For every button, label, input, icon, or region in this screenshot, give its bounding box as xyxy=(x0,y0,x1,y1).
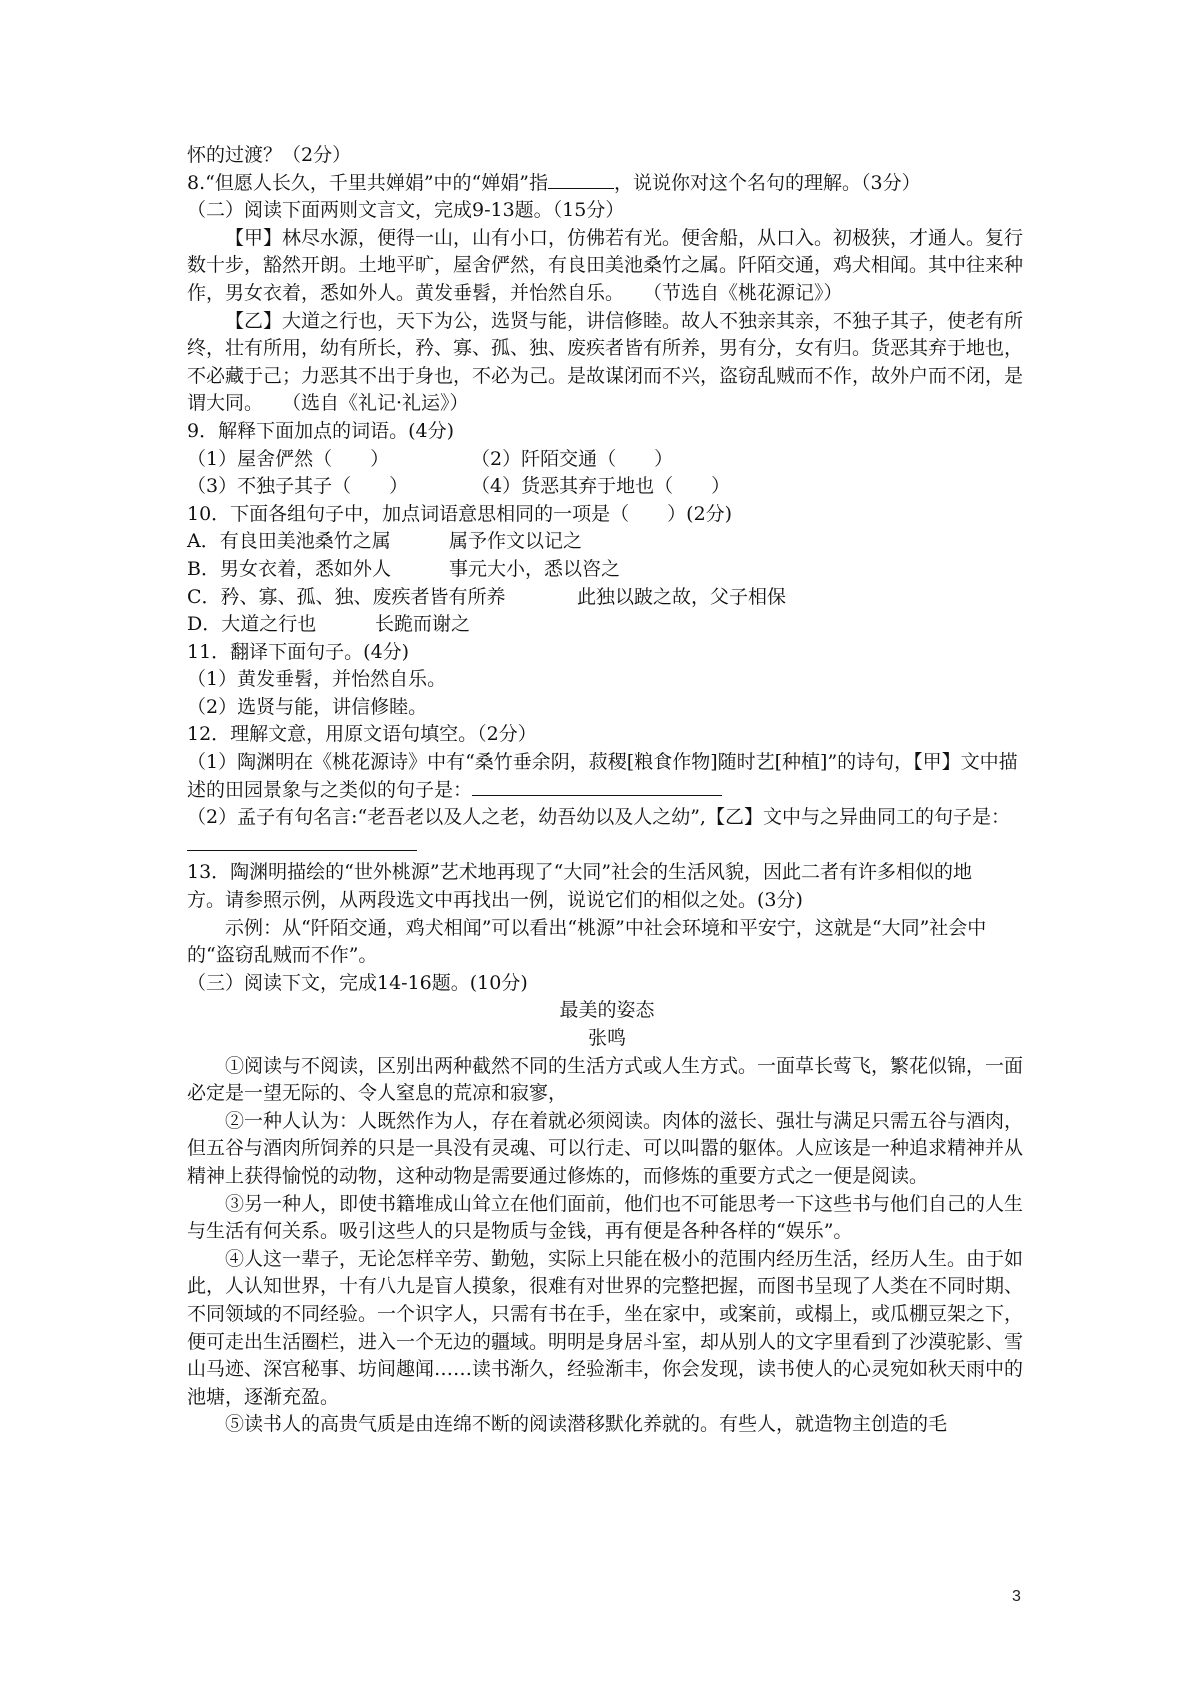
section-heading: （二）阅读下面两则文言文，完成9-13题。（15分） xyxy=(187,199,625,222)
option-b: B．男女衣着，悉如外人 事元大小，悉以咨之 xyxy=(187,557,621,580)
q12-item-2: （2）孟子有句名言:“老吾老以及人之老，幼吾幼以及人之幼”,【乙】文中与之异曲同工的句子是： xyxy=(187,804,1027,859)
question-9: 9．解释下面加点的词语。(4分) xyxy=(187,419,455,442)
option-a: A．有良田美池桑竹之属 属予作文以记之 xyxy=(187,530,583,553)
q9-item-3: （3）不独子其子（ ） xyxy=(187,475,409,498)
passage-jia: 【甲】林尽水源，便得一山，山有小口，仿佛若有光。便舍船，从口入。初极狭，才通人。复行数十步，豁然开朗。土地平旷，屋舍俨然，有良田美池桑竹之属。阡陌交通，鸡犬相闻。其中往来种作，男女衣着，悉如外人。黄发垂髫，并怡然自乐。 （节选自《桃花源记》） xyxy=(187,226,1024,304)
article-paragraph-2: ②一种人认为：人既然作为人，存在着就必须阅读。肉体的滋长、强壮与满足只需五谷与酒肉，但五谷与酒肉所饲养的只是一具没有灵魂、可以行走、可以叫嚣的躯体。人应该是一种追求精神并从精神上获得愉悦的动物，这种动物是需要通过修炼的，而修炼的重要方式之一便是阅读。 xyxy=(187,1109,1024,1187)
question-9-row1 xyxy=(187,446,1027,474)
q11-item-2: （2）选贤与能，讲信修睦。 xyxy=(187,695,428,718)
article-paragraph-1: ①阅读与不阅读，区别出两种截然不同的生活方式或人生方式。一面草长莺飞，繁花似锦，一面必定是一望无际的、令人窒息的荒凉和寂寥， xyxy=(187,1054,1024,1105)
question-11: 11．翻译下面句子。(4分) xyxy=(187,640,410,663)
q9-item-2: （2）阡陌交通（ ） xyxy=(471,447,674,470)
option-d: D．大道之行也 长跪而谢之 xyxy=(187,613,471,636)
question-10: 10．下面各组句子中，加点词语意思相同的一项是（ ）(2分) xyxy=(187,502,733,525)
question-8: 8.“但愿人长久，千里共婵娟”中的“婵娟”指 ，说说你对这个名句的理解。（3分） xyxy=(187,171,921,194)
page-number: 3 xyxy=(1012,1588,1021,1605)
q12-item-1: （1）陶渊明在《桃花源诗》中有“桑竹垂余阴，菽稷[粮食作物]随时艺[种植]”的诗句，【甲】文中描述的田园景象与之类似的句子是： xyxy=(187,751,1018,801)
question-9-row2 xyxy=(187,473,1027,501)
question-13: 13．陶渊明描绘的“世外桃源”艺术地再现了“大同”社会的生活风貌，因此二者有许多相似的地 方。请参照示例，从两段选文中再找出一例，说说它们的相似之处。(3分) xyxy=(187,861,992,912)
answer-blank xyxy=(472,777,722,796)
q9-item-1: （1）屋舍俨然（ ） xyxy=(187,447,390,470)
answer-blank xyxy=(187,832,417,851)
example: 示例：从“阡陌交通，鸡犬相闻”可以看出“桃源”中社会环境和平安宁，这就是“大同”社会中的“盗窃乱贼而不作”。 xyxy=(187,916,987,967)
answer-blank xyxy=(548,170,614,189)
q9-item-4: （4）货恶其弃于地也（ ） xyxy=(471,475,731,498)
article-paragraph-4: ④人这一辈子，无论怎样辛劳、勤勉，实际上只能在极小的范围内经历生活，经历人生。由于如此，人认知世界，十有八九是盲人摸象，很难有对世界的完整把握，而图书呈现了人类在不同时期、不同领域的不同经验。一个识字人，只需有书在手，坐在家中，或案前，或榻上，或瓜棚豆架之下，便可走出生活圈栏，进入一个无边的疆域。明明是身居斗室，却从别人的文字里看到了沙漠驼影、雪山马迹、深宫秘事、坊间趣闻……读书渐久，经验渐丰，你会发现，读书使人的心灵宛如秋天雨中的池塘，逐渐充盈。 xyxy=(187,1247,1024,1408)
exam-page xyxy=(187,142,1027,1439)
question-12: 12．理解文意，用原文语句填空。（2分） xyxy=(187,723,537,746)
option-c: C．矜、寡、孤、独、废疾者皆有所养 此独以跛之故，父子相保 xyxy=(187,585,787,608)
article-paragraph-3: ③另一种人，即使书籍堆成山耸立在他们面前，他们也不可能思考一下这些书与他们自己的人生与生活有何关系。吸引这些人的只是物质与金钱，再有便是各种各样的“娱乐”。 xyxy=(187,1192,1024,1243)
text-line: 怀的过渡？（2分） xyxy=(187,144,352,166)
article-title: 最美的姿态 xyxy=(559,999,655,1022)
section-heading-3: （三）阅读下文，完成14-16题。(10分) xyxy=(187,971,528,994)
article-author: 张鸣 xyxy=(587,1027,626,1049)
article-paragraph-5: ⑤读书人的高贵气质是由连绵不断的阅读潜移默化养就的。有些人，就造物主创造的毛 xyxy=(225,1413,948,1436)
q11-item-1: （1）黄发垂髫，并怡然自乐。 xyxy=(187,668,447,691)
passage-yi: 【乙】大道之行也，天下为公，选贤与能，讲信修睦。故人不独亲其亲，不独子其子，使老有所终，壮有所用，幼有所长，矜、寡、孤、独、废疾者皆有所养，男有分，女有归。货恶其弃于地也，不必藏于己；力恶其不出于身也，不必为己。是故谋闭而不兴，盗窃乱贼而不作，故外户而不闭，是谓大同。 （选自《礼记·礼运》） xyxy=(187,309,1024,415)
